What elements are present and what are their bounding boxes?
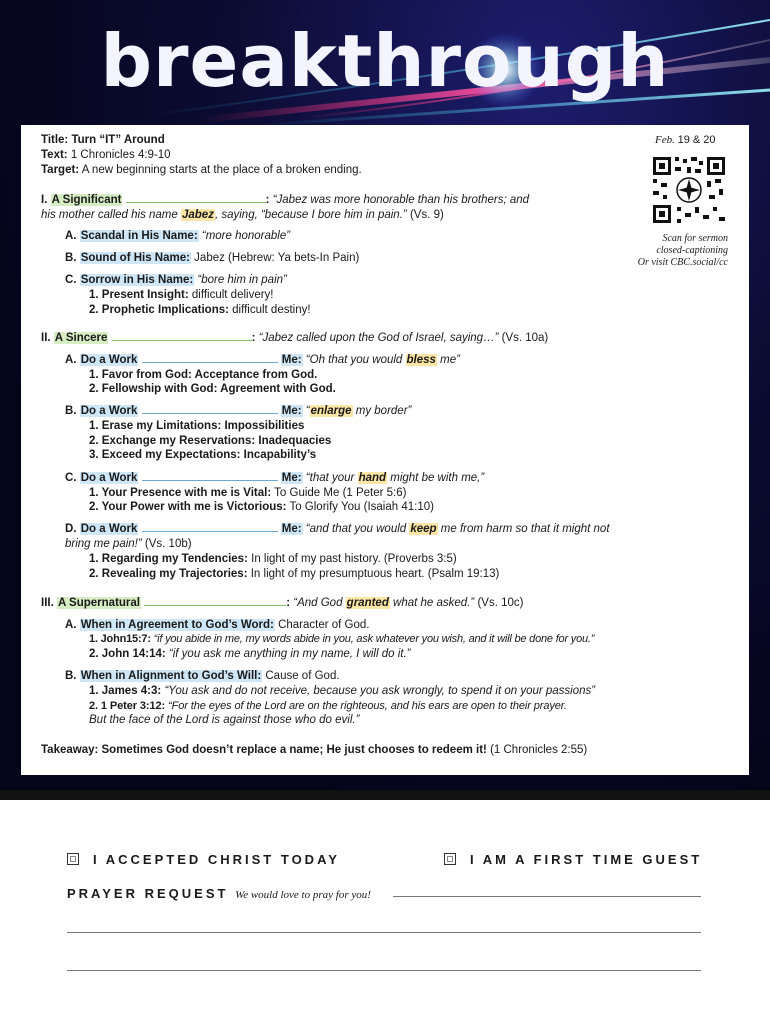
section3-a2: 2. John 14:14: “if you ask me anything in my name, I will do it.” bbox=[89, 648, 411, 660]
section3-point-a: A. When in Agreement to God’s Word: Character of God. bbox=[65, 619, 370, 631]
checkbox-icon[interactable] bbox=[67, 853, 79, 865]
prayer-request-line-1[interactable] bbox=[393, 896, 701, 897]
svg-text:breakthrough: breakthrough bbox=[100, 19, 670, 103]
section3-b2-cont: But the face of the Lord is against those who do evil.” bbox=[89, 714, 360, 726]
checkbox-icon[interactable] bbox=[444, 853, 456, 865]
section3-heading: III. A Supernatural : “And God granted what he asked.” (Vs. 10c) bbox=[41, 597, 524, 609]
section1-point-a: A. Scandal in His Name: “more honorable” bbox=[65, 230, 291, 242]
section2-heading: II. A Sincere : “Jabez called upon the God of Israel, saying…” (Vs. 10a) bbox=[41, 332, 549, 344]
prayer-request-label: PRAYER REQUEST We would love to pray for you! bbox=[67, 886, 371, 901]
section2-b1: 1. Erase my Limitations: Impossibilities bbox=[89, 420, 305, 432]
section1-point-c: C. Sorrow in His Name: “bore him in pain” bbox=[65, 274, 287, 286]
section2-b3: 3. Exceed my Expectations: Incapability’s bbox=[89, 449, 317, 461]
first-time-guest-checkbox[interactable]: I AM A FIRST TIME GUEST bbox=[444, 852, 702, 867]
section2-b2: 2. Exchange my Reservations: Inadequacies bbox=[89, 435, 332, 447]
takeaway: Takeaway: Sometimes God doesn’t replace a name; He just chooses to redeem it! (1 Chronicles 2:55) bbox=[41, 744, 588, 756]
section2-c1: 1. Your Presence with me is Vital: To Guide Me (1 Peter 5:6) bbox=[89, 487, 407, 499]
section2-point-d: D. Do a Work Me: “and that you would keep me from harm so that it might not bbox=[65, 523, 610, 535]
qr-caption: Scan for sermon closed-captioning Or visit CBC.social/cc bbox=[637, 233, 728, 268]
target-line: Target: A new beginning starts at the place of a broken ending. bbox=[41, 164, 362, 176]
date-label: Feb. 19 & 20 bbox=[655, 134, 716, 146]
prayer-request-line-2[interactable] bbox=[67, 932, 701, 933]
section2-d1: 1. Regarding my Tendencies: In light of my past history. (Proverbs 3:5) bbox=[89, 553, 457, 565]
section2-c2: 2. Your Power with me is Victorious: To Glorify You (Isaiah 41:10) bbox=[89, 501, 434, 513]
prayer-request-line-3[interactable] bbox=[67, 970, 701, 971]
section3-b1: 1. James 4:3: “You ask and do not receive, because you ask wrongly, to spend it on your passions” bbox=[89, 685, 596, 697]
section3-a1: 1. John15:7: “if you abide in me, my words abide in you, ask whatever you wish, and it will be done for you.” bbox=[89, 633, 595, 645]
section2-a1: 1. Favor from God: Acceptance from God. bbox=[89, 369, 318, 381]
breakthrough-logo bbox=[0, 18, 770, 108]
section2-a2: 2. Fellowship with God: Agreement with God. bbox=[89, 383, 336, 395]
section1-point-b: B. Sound of His Name: Jabez (Hebrew: Ya bets-In Pain) bbox=[65, 252, 360, 264]
section2-point-a: A. Do a Work Me: “Oh that you would bless me” bbox=[65, 354, 460, 366]
qr-code bbox=[651, 155, 727, 225]
section3-b2: 2. 1 Peter 3:12: “For the eyes of the Lord are on the righteous, and his ears are open to their prayer. bbox=[89, 700, 567, 712]
section1-c2: 2. Prophetic Implications: difficult destiny! bbox=[89, 304, 311, 316]
accepted-christ-checkbox[interactable]: I ACCEPTED CHRIST TODAY bbox=[67, 852, 340, 867]
text-line: Text: 1 Chronicles 4:9-10 bbox=[41, 149, 171, 161]
section2-d-cont: bring me pain!” (Vs. 10b) bbox=[65, 538, 192, 550]
section3-point-b: B. When in Alignment to God’s Will: Cause of God. bbox=[65, 670, 340, 682]
section2-point-b: B. Do a Work Me: “enlarge my border” bbox=[65, 405, 412, 417]
title-line: Title: Turn “IT” Around bbox=[41, 134, 165, 146]
section1-quote-cont: his mother called his name Jabez, saying, “because I bore him in pain.” (Vs. 9) bbox=[41, 209, 444, 221]
section2-d2: 2. Revealing my Trajectories: In light of my presumptuous heart. (Psalm 19:13) bbox=[89, 568, 500, 580]
section1-c1: 1. Present Insight: difficult delivery! bbox=[89, 289, 274, 301]
section2-point-c: C. Do a Work Me: “that your hand might be with me,” bbox=[65, 472, 485, 484]
section1-heading: I. A Significant : “Jabez was more honorable than his brothers; and bbox=[41, 194, 530, 206]
